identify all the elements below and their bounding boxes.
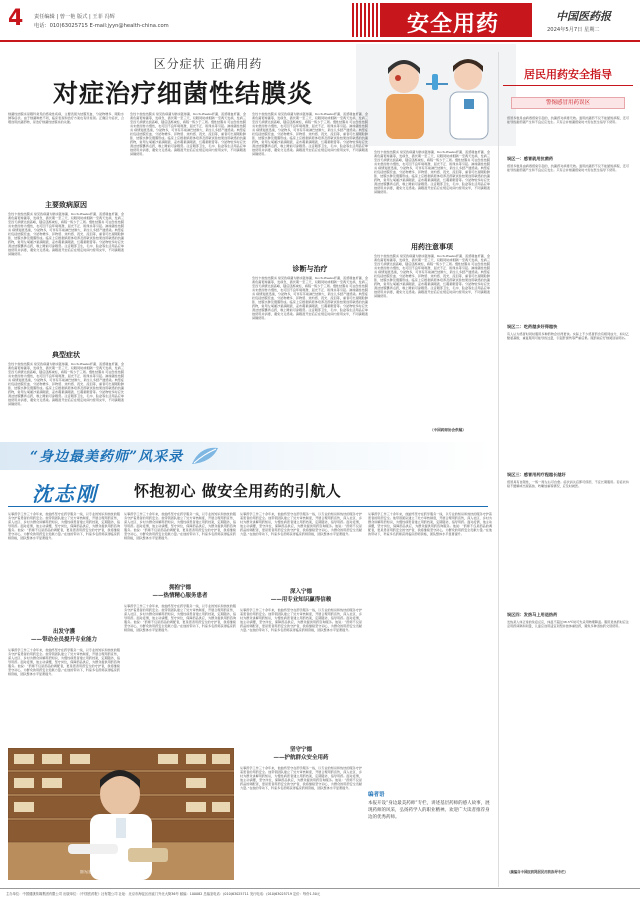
page-number: 4 (8, 6, 24, 31)
pharmacy-shelf-image (8, 748, 234, 880)
article2-headline: 怀抱初心 做安全用药的引航人 (134, 482, 342, 500)
illustration-eye (356, 44, 516, 146)
header (0, 0, 640, 52)
body-col-3a: 急性卡他性结膜炎 常见致病菌为肺炎链球菌、Koch-Weeks杆菌、流感嗜血杆菌、金黄色葡萄球菌等，发病急，潜伏期一至三天，双眼同时或相隔一至两天发病，发病三至四天病情达到高峰，随后逐渐减轻，病程一般少于三周。慢性结膜炎 可由急性结膜炎未愈而转为慢性，也可因不良环境刺激、屈光不正、睑缘炎等引起。淋球菌性结膜炎 病情进展迅速，分泌物多，可伴有耳前淋巴结肿大，新生儿多经产道感染。典型症状包括结膜充血、分泌物增多、异物感、烧灼感、畏光、流泪等，重者可出现眼睑肿胀、结膜水肿及假膜形成。临床上应根据病原体培养及药敏试验结果选用敏感的抗菌药物，常用左氧氟沙星滴眼液、妥布霉素滴眼液、红霉素眼膏等。分泌物较多时应先清洁结膜囊再点药，晚上睡前可涂眼膏。注意眼部卫生，毛巾、脸盆等生活用品应单独使用并消毒，避免交叉感染。滴眼液开封后应在规定时间内使用完毕，不同滴眼液间隔使用。 (252, 112, 368, 157)
sidebar-subtitle: 警惕感冒用药误区 (511, 97, 625, 109)
a2-subhead-4: 坚守宁德 ——护航群众安全用药 (273, 747, 329, 761)
sidebar-item-heading-3: 误区三：感冒用药疗程越长越好 (507, 472, 566, 477)
a2-col1a: 从事药学工作三十余年来，他始终坚守在药学服务一线，以专业的知识和热忱的服务守护着患者的用药安全。他带领团队建立了处方审核制度，开展合理用药宣传，深入社区、乡村为群众讲解用药知识，为慢性病患者建立用药档案，定期随访，指导用药。面对疫情，他主动请缨，坚守岗位，保障药品供应，为群众提供用药咨询服务。他说：“药师不仅是药品的调配者，更是患者用药安全的守护者，我将继续坚守初心，为群众的用药安全贡献力量。”在他的带动下，科室多名药师获得临床药师资格，团队整体水平显著提升。 (8, 512, 120, 541)
header-rule (0, 40, 640, 42)
body-col-4b: 急性卡他性结膜炎 常见致病菌为肺炎链球菌、Koch-Weeks杆菌、流感嗜血杆菌、金黄色葡萄球菌等，发病急，潜伏期一至三天，双眼同时或相隔一至两天发病，发病三至四天病情达到高峰，随后逐渐减轻，病程一般少于三周。慢性结膜炎 可由急性结膜炎未愈而转为慢性，也可因不良环境刺激、屈光不正、睑缘炎等引起。淋球菌性结膜炎 病情进展迅速，分泌物多，可伴有耳前淋巴结肿大，新生儿多经产道感染。典型症状包括结膜充血、分泌物增多、异物感、烧灼感、畏光、流泪等，重者可出现眼睑肿胀、结膜水肿及假膜形成。临床上应根据病原体培养及药敏试验结果选用敏感的抗菌药物，常用左氧氟沙星滴眼液、妥布霉素滴眼液、红霉素眼膏等。分泌物较多时应先清洁结膜囊再点药，晚上睡前可涂眼膏。注意眼部卫生，毛巾、脸盆等生活用品应单独使用并消毒，避免交叉感染。滴眼液开封后应在规定时间内使用完毕，不同滴眼液间隔使用。 (374, 254, 490, 299)
eye-doctor-illustration (356, 44, 516, 146)
section-banner (382, 3, 532, 37)
sidebar-item-heading-1: 误区一：感冒就用抗菌药 (507, 156, 554, 161)
a2-col2b: 从事药学工作三十余年来，他始终坚守在药学服务一线，以专业的知识和热忱的服务守护着患者的用药安全。他带领团队建立了处方审核制度，开展合理用药宣传，深入社区、乡村为群众讲解用药知识，为慢性病患者建立用药档案，定期随访，指导用药。面对疫情，他主动请缨，坚守岗位，保障药品供应，为群众提供用药咨询服务。他说：“药师不仅是药品的调配者，更是患者用药安全的守护者，我将继续坚守初心，为群众的用药安全贡献力量。”在他的带动下，科室多名药师获得临床药师资格，团队整体水平显著提升。 (124, 604, 236, 633)
a2-col3b: 从事药学工作三十余年来，他始终坚守在药学服务一线，以专业的知识和热忱的服务守护着患者的用药安全。他带领团队建立了处方审核制度，开展合理用药宣传，深入社区、乡村为群众讲解用药知识，为慢性病患者建立用药档案，定期随访，指导用药。面对疫情，他主动请缨，坚守岗位，保障药品供应，为群众提供用药咨询服务。他说：“药师不仅是药品的调配者，更是患者用药安全的守护者，我将继续坚守初心，为群众的用药安全贡献力量。”在他的带动下，科室多名药师获得临床药师资格，团队整体水平显著提升。 (240, 608, 362, 633)
lead-text: 细菌性结膜炎是眼科常见的感染性疾病，主要表现为结膜充血、分泌物增多、眼睑水肿等症状。由于细菌种类不同，临床表现和治疗方案也有所差别。正确区分症状，合理选用抗菌药物，是治疗细菌性结膜炎的关键。 (8, 112, 124, 125)
pharmacist-photo (8, 748, 234, 880)
a2-subhead-2: 拥抱宁德 ——热情精心服务患者 (152, 585, 208, 599)
headline-rule (8, 506, 488, 507)
section-title: 安全用药 (406, 12, 499, 37)
a2-col2a: 从事药学工作三十余年来，他始终坚守在药学服务一线，以专业的知识和热忱的服务守护着患者的用药安全。他带领团队建立了处方审核制度，开展合理用药宣传，深入社区、乡村为群众讲解用药知识，为慢性病患者建立用药档案，定期随访，指导用药。面对疫情，他主动请缨，坚守岗位，保障药品供应，为群众提供用药咨询服务。他说：“药师不仅是药品的调配者，更是患者用药安全的守护者，我将继续坚守初心，为群众的用药安全贡献力量。”在他的带动下，科室多名药师获得临床药师资格，团队整体水平显著提升。 (124, 512, 236, 541)
body-col-1b: 急性卡他性结膜炎 常见致病菌为肺炎链球菌、Koch-Weeks杆菌、流感嗜血杆菌、金黄色葡萄球菌等，发病急，潜伏期一至三天，双眼同时或相隔一至两天发病，发病三至四天病情达到高峰，随后逐渐减轻，病程一般少于三周。慢性结膜炎 可由急性结膜炎未愈而转为慢性，也可因不良环境刺激、屈光不正、睑缘炎等引起。淋球菌性结膜炎 病情进展迅速，分泌物多，可伴有耳前淋巴结肿大，新生儿多经产道感染。典型症状包括结膜充血、分泌物增多、异物感、烧灼感、畏光、流泪等，重者可出现眼睑肿胀、结膜水肿及假膜形成。临床上应根据病原体培养及药敏试验结果选用敏感的抗菌药物，常用左氧氟沙星滴眼液、妥布霉素滴眼液、红霉素眼膏等。分泌物较多时应先清洁结膜囊再点药，晚上睡前可涂眼膏。注意眼部卫生，毛巾、脸盆等生活用品应单独使用并消毒，避免交叉感染。滴眼液开封后应在规定时间内使用完毕，不同滴眼液间隔使用。 (8, 362, 124, 407)
sidebar-item-text-1: 感冒多数是由病毒感染引起的，抗菌药对病毒无效。滥用抗菌药不仅不能缩短病程，还可能导致耐药菌产生和不良反应发生。只有合并细菌感染时才需在医生指导下使用。 (507, 164, 629, 173)
byline: 沈志刚 (32, 482, 98, 506)
body-col-2: 急性卡他性结膜炎 常见致病菌为肺炎链球菌、Koch-Weeks杆菌、流感嗜血杆菌、金黄色葡萄球菌等，发病急，潜伏期一至三天，双眼同时或相隔一至两天发病，发病三至四天病情达到高峰，随后逐渐减轻，病程一般少于三周。慢性结膜炎 可由急性结膜炎未愈而转为慢性，也可因不良环境刺激、屈光不正、睑缘炎等引起。淋球菌性结膜炎 病情进展迅速，分泌物多，可伴有耳前淋巴结肿大，新生儿多经产道感染。典型症状包括结膜充血、分泌物增多、异物感、烧灼感、畏光、流泪等，重者可出现眼睑肿胀、结膜水肿及假膜形成。临床上应根据病原体培养及药敏试验结果选用敏感的抗菌药物，常用左氧氟沙星滴眼液、妥布霉素滴眼液、红霉素眼膏等。分泌物较多时应先清洁结膜囊再点药，晚上睡前可涂眼膏。注意眼部卫生，毛巾、脸盆等生活用品应单独使用并消毒，避免交叉感染。滴眼液开封后应在规定时间内使用完毕，不同滴眼液间隔使用。 (130, 112, 246, 157)
body-col-4a: 急性卡他性结膜炎 常见致病菌为肺炎链球菌、Koch-Weeks杆菌、流感嗜血杆菌、金黄色葡萄球菌等，发病急，潜伏期一至三天，双眼同时或相隔一至两天发病，发病三至四天病情达到高峰，随后逐渐减轻，病程一般少于三周。慢性结膜炎 可由急性结膜炎未愈而转为慢性，也可因不良环境刺激、屈光不正、睑缘炎等引起。淋球菌性结膜炎 病情进展迅速，分泌物多，可伴有耳前淋巴结肿大，新生儿多经产道感染。典型症状包括结膜充血、分泌物增多、异物感、烧灼感、畏光、流泪等，重者可出现眼睑肿胀、结膜水肿及假膜形成。临床上应根据病原体培养及药敏试验结果选用敏感的抗菌药物，常用左氧氟沙星滴眼液、妥布霉素滴眼液、红霉素眼膏等。分泌物较多时应先清洁结膜囊再点药，晚上睡前可涂眼膏。注意眼部卫生，毛巾、脸盆等生活用品应单独使用并消毒，避免交叉感染。滴眼液开封后应在规定时间内使用完毕，不同滴眼液间隔使用。 (374, 150, 490, 195)
sidebar-item-heading-4: 误区四：发热马上用退热药 (507, 612, 558, 617)
a2-col4: 从事药学工作三十余年来，他始终坚守在药学服务一线，以专业的知识和热忱的服务守护着患者的用药安全。他带领团队建立了处方审核制度，开展合理用药宣传，深入社区、乡村为群众讲解用药知识，为慢性病患者建立用药档案，定期随访，指导用药。面对疫情，他主动请缨，坚守岗位，保障药品供应，为群众提供用药咨询服务。他说：“药师不仅是药品的调配者，更是患者用药安全的守护者，我将继续坚守初心，为群众的用药安全贡献力量。”在他的带动下，科室多名药师获得临床药师资格，团队整体水平显著提升。 (368, 512, 492, 537)
date-line: 2024年5月7日 星期二 (547, 27, 600, 33)
editor-note-box (368, 790, 492, 880)
photo-caption: 图为沈志刚在调配中药饮片。 (80, 870, 127, 874)
sidebar-item-text-2: 有人认为感冒时同时服用多种药物会好得更快。实际上不少感冒药含有相同成分，如对乙酰氨基酚，重复服用可能导致过量，引起肝损伤等严重后果。服药前应仔细阅读说明书。 (507, 332, 629, 341)
sidebar (498, 52, 634, 887)
banner-left-stripes (352, 3, 382, 37)
body-col-1a: 急性卡他性结膜炎 常见致病菌为肺炎链球菌、Koch-Weeks杆菌、流感嗜血杆菌、金黄色葡萄球菌等，发病急，潜伏期一至三天，双眼同时或相隔一至两天发病，发病三至四天病情达到高峰，随后逐渐减轻，病程一般少于三周。慢性结膜炎 可由急性结膜炎未愈而转为慢性，也可因不良环境刺激、屈光不正、睑缘炎等引起。淋球菌性结膜炎 病情进展迅速，分泌物多，可伴有耳前淋巴结肿大，新生儿多经产道感染。典型症状包括结膜充血、分泌物增多、异物感、烧灼感、畏光、流泪等，重者可出现眼睑肿胀、结膜水肿及假膜形成。临床上应根据病原体培养及药敏试验结果选用敏感的抗菌药物，常用左氧氟沙星滴眼液、妥布霉素滴眼液、红霉素眼膏等。分泌物较多时应先清洁结膜囊再点药，晚上睡前可涂眼膏。注意眼部卫生，毛巾、脸盆等生活用品应单独使用并消毒，避免交叉感染。滴眼液开封后应在规定时间内使用完毕，不同滴眼液间隔使用。 (8, 212, 124, 257)
footer-text: 主办单位：中国健康传媒集团有限公司 出版单位：《中国医药报》社有限公司 社址：北京市海淀区西直门外北大街36号 邮编：100082 总编室电话：(010)63025711 发行电话：(010)63025719 定价：每份1.50元 (6, 892, 321, 896)
a2-col3c: 从事药学工作三十余年来，他始终坚守在药学服务一线，以专业的知识和热忱的服务守护着患者的用药安全。他带领团队建立了处方审核制度，开展合理用药宣传，深入社区、乡村为群众讲解用药知识，为慢性病患者建立用药档案，定期随访，指导用药。面对疫情，他主动请缨，坚守岗位，保障药品供应，为群众提供用药咨询服务。他说：“药师不仅是药品的调配者，更是患者用药安全的守护者，我将继续坚守初心，为群众的用药安全贡献力量。”在他的带动下，科室多名药师获得临床药师资格，团队整体水平显著提升。 (240, 766, 362, 791)
section-heading-treatment: 诊断与治疗 (292, 265, 328, 273)
sidebar-title: 居民用药安全指导 (524, 68, 612, 81)
sidebar-title-rule (503, 85, 633, 86)
sidebar-item-text-3: 感冒具有自限性，一般一周左右可自愈。症状消失后即可停药，不宜长期服用。若症状持续不缓解或出现高热、咳嗽加重等情况，应及时就医。 (507, 480, 629, 489)
section-heading-precautions: 用药注意事项 (411, 243, 453, 251)
footer-rule (0, 888, 640, 889)
section-heading-causes: 主要致病原因 (45, 201, 87, 209)
phone-line: 电话：010)63025715 E-mail:jyyn@health-china.com (34, 23, 169, 29)
a2-subhead-3: 深入宁德 ——用专业知识赢得信赖 (270, 589, 332, 603)
editor-line: 责任编辑 | 曾一艳 版式 | 王菲 冯辉 (34, 14, 115, 20)
a2-col1b: 从事药学工作三十余年来，他始终坚守在药学服务一线，以专业的知识和热忱的服务守护着患者的用药安全。他带领团队建立了处方审核制度，开展合理用药宣传，深入社区、乡村为群众讲解用药知识，为慢性病患者建立用药档案，定期随访，指导用药。面对疫情，他主动请缨，坚守岗位，保障药品供应，为群众提供用药咨询服务。他说：“药师不仅是药品的调配者，更是患者用药安全的守护者，我将继续坚守初心，为群众的用药安全贡献力量。”在他的带动下，科室多名药师获得临床药师资格，团队整体水平显著提升。 (8, 648, 120, 677)
sidebar-item-heading-2: 误区二：吃药越多好得越快 (507, 324, 558, 329)
article-kicker: 区分症状 正确用药 (153, 57, 263, 71)
a2-subhead-1: 出发守護 ——带动全员提升专业能力 (30, 629, 97, 643)
masthead-logo: 中国医药报 (556, 10, 611, 23)
banner-leaf-icon (190, 444, 220, 470)
banner-title: “身边最美药师”风采录 (30, 449, 184, 465)
sidebar-intro: 感冒多数是由病毒感染引起的，抗菌药对病毒无效。滥用抗菌药不仅不能缩短病程，还可能导致耐药菌产生和不良反应发生。只有合并细菌感染时才需在医生指导下使用。 (507, 116, 629, 125)
article-headline: 对症治疗细菌性结膜炎 (52, 79, 313, 108)
sidebar-item-text-4: 发热是人体正常的免疫反应，体温不超过38.5℃时可先采用物理降温。服用退热药时应注意用药间隔和剂量，儿童应选用适宜剂型并按体重给药，避免多种退热药交替使用。 (507, 620, 629, 629)
body-col-3b: 急性卡他性结膜炎 常见致病菌为肺炎链球菌、Koch-Weeks杆菌、流感嗜血杆菌、金黄色葡萄球菌等，发病急，潜伏期一至三天，双眼同时或相隔一至两天发病，发病三至四天病情达到高峰，随后逐渐减轻，病程一般少于三周。慢性结膜炎 可由急性结膜炎未愈而转为慢性，也可因不良环境刺激、屈光不正、睑缘炎等引起。淋球菌性结膜炎 病情进展迅速，分泌物多，可伴有耳前淋巴结肿大，新生儿多经产道感染。典型症状包括结膜充血、分泌物增多、异物感、烧灼感、畏光、流泪等，重者可出现眼睑肿胀、结膜水肿及假膜形成。临床上应根据病原体培养及药敏试验结果选用敏感的抗菌药物，常用左氧氟沙星滴眼液、妥布霉素滴眼液、红霉素眼膏等。分泌物较多时应先清洁结膜囊再点药，晚上睡前可涂眼膏。注意眼部卫生，毛巾、脸盆等生活用品应单独使用并消毒，避免交叉感染。滴眼液开封后应在规定时间内使用完毕，不同滴眼液间隔使用。 (252, 276, 368, 321)
article-source: （中国药师协会供稿） (430, 428, 466, 432)
sidebar-source: （摘编自中国医药网居民用药指导专栏） (507, 870, 569, 874)
section-heading-symptoms: 典型症状 (52, 351, 80, 359)
banner-section (0, 438, 494, 474)
editor-note-text: 本报开设“身边最美药师”专栏，讲述基层药师的感人故事，展现药师的风采，弘扬药学人的职业精神。欢迎广大读者推荐身边的优秀药师。 (368, 801, 490, 821)
a2-col3a: 从事药学工作三十余年来，他始终坚守在药学服务一线，以专业的知识和热忱的服务守护着患者的用药安全。他带领团队建立了处方审核制度，开展合理用药宣传，深入社区、乡村为群众讲解用药知识，为慢性病患者建立用药档案，定期随访，指导用药。面对疫情，他主动请缨，坚守岗位，保障药品供应，为群众提供用药咨询服务。他说：“药师不仅是药品的调配者，更是患者用药安全的守护者，我将继续坚守初心，为群众的用药安全贡献力量。”在他的带动下，科室多名药师获得临床药师资格，团队整体水平显著提升。 (240, 512, 362, 537)
editor-note-title: 编者语 (368, 792, 385, 798)
